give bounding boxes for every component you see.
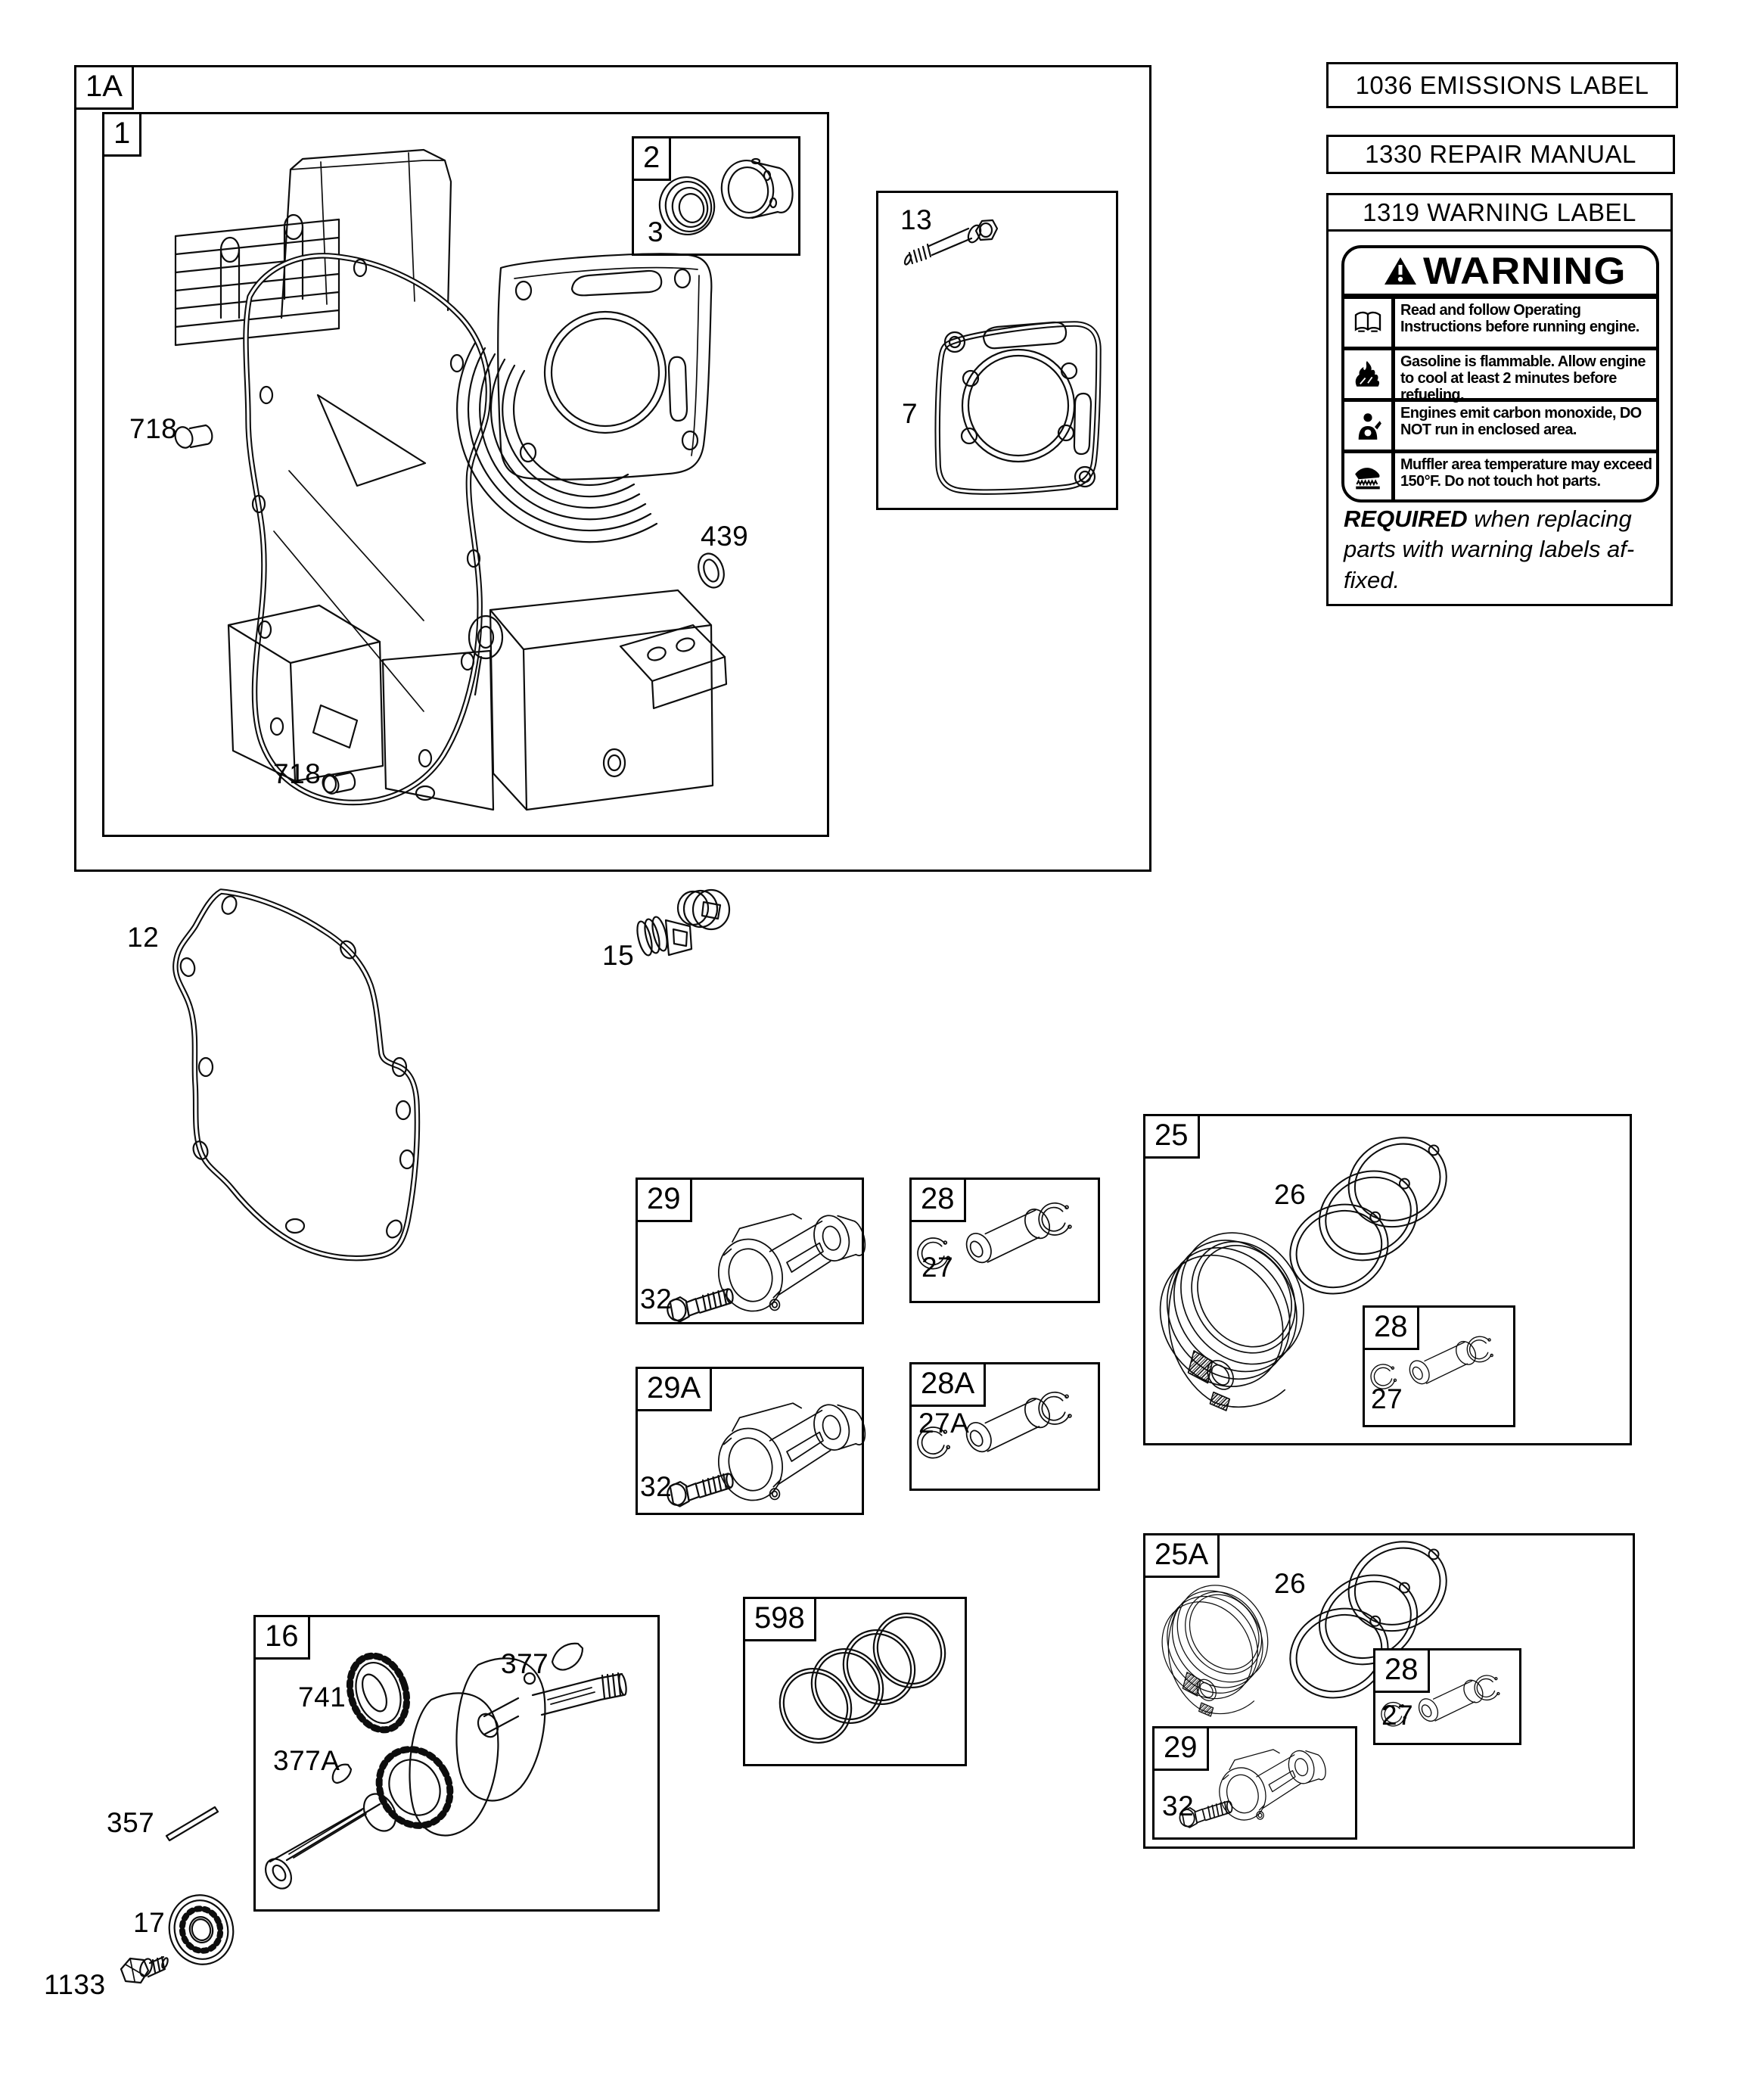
required-line-1 [1344, 504, 1661, 534]
callout-32-1: 32 [640, 1283, 673, 1314]
callout-12: 12 [127, 922, 160, 953]
callout-1133: 1133 [44, 1969, 106, 2000]
callout-17: 17 [133, 1907, 166, 1938]
panel-16-tab: 16 [253, 1615, 310, 1660]
required-rest: when replacing [1467, 506, 1632, 532]
required-lead: REQUIRED [1344, 506, 1468, 532]
repair-manual-box [1326, 135, 1675, 174]
panel-25a-28-tab: 28 [1373, 1648, 1430, 1693]
key-357-drawing [166, 1807, 218, 1840]
callout-718-a: 718 [129, 413, 178, 444]
hot-surface-icon [1344, 453, 1395, 501]
panel-25a-tab: 25A [1143, 1533, 1220, 1578]
callout-439: 439 [701, 521, 749, 552]
panel-29-tab: 29 [636, 1178, 692, 1222]
emissions-label-text: 1036 EMISSIONS LABEL [1355, 70, 1649, 99]
panel-2-tab: 2 [632, 136, 671, 181]
callout-27-3: 27 [1381, 1700, 1414, 1731]
callout-26-2: 26 [1274, 1568, 1307, 1599]
callout-26-1: 26 [1274, 1179, 1307, 1210]
flame-icon [1344, 350, 1395, 398]
warning-header [1344, 248, 1656, 299]
panel-1a-tab: 1A [74, 65, 134, 110]
warning-label-graphic [1341, 245, 1659, 502]
warning-row [1344, 299, 1656, 350]
callout-377a: 377A [273, 1745, 340, 1776]
callout-741: 741 [298, 1682, 347, 1713]
warning-label-title: 1319 WARNING LABEL [1329, 195, 1670, 232]
warning-label-box [1326, 193, 1673, 606]
panel-28 [909, 1178, 1100, 1303]
book-icon [1344, 299, 1395, 347]
callout-15: 15 [602, 940, 635, 971]
warning-header-text: WARNING [1422, 250, 1627, 292]
panel-1-tab: 1 [102, 112, 141, 157]
ball-bearing-drawing [162, 1888, 241, 1972]
warning-row [1344, 402, 1656, 453]
callout-3: 3 [648, 216, 664, 247]
callout-32-3: 32 [1162, 1790, 1195, 1822]
required-line-2: parts with warning labels af- [1344, 536, 1635, 563]
callout-377: 377 [501, 1648, 549, 1679]
panel-598-tab: 598 [743, 1597, 816, 1641]
emissions-label-box [1326, 62, 1678, 108]
bolt-1133-drawing [121, 1957, 169, 1983]
panel-29a-tab: 29A [636, 1367, 712, 1411]
callout-27-1: 27 [921, 1252, 954, 1283]
repair-manual-text: 1330 REPAIR MANUAL [1365, 140, 1636, 168]
callout-27a: 27A [918, 1408, 970, 1439]
cover-gasket-drawing [176, 891, 418, 1258]
panel-25-tab: 25 [1143, 1114, 1200, 1159]
warning-row-text: Gasoline is flammable. Allow engine to cool at least 2 minutes before refueling. [1400, 353, 1646, 403]
warning-required-note [1344, 504, 1661, 596]
warning-row [1344, 453, 1656, 501]
warning-row-text: Read and follow Operating Instructions before running engine. [1400, 302, 1639, 335]
panel-28a-tab: 28A [909, 1362, 986, 1407]
warning-row-text: Engines emit carbon monoxide, DO NOT run in enclosed area. [1400, 405, 1642, 438]
callout-7: 7 [902, 398, 918, 429]
warning-row [1344, 350, 1656, 402]
callout-718-b: 718 [273, 758, 322, 789]
panel-598 [743, 1597, 967, 1766]
panel-25-28-tab: 28 [1363, 1305, 1419, 1350]
oil-plug-drawing [635, 890, 729, 957]
warning-triangle-icon [1382, 255, 1419, 287]
panel-bolt-gasket [876, 191, 1118, 510]
warning-row-text: Muffler area temperature may exceed 150°F. Do not touch hot parts. [1400, 456, 1652, 490]
callout-13: 13 [900, 204, 933, 235]
carbon-monoxide-icon [1344, 402, 1395, 450]
panel-25a-29-tab: 29 [1152, 1726, 1209, 1771]
panel-28-tab: 28 [909, 1178, 966, 1222]
panel-25a-29 [1152, 1726, 1357, 1840]
required-line-3: fixed. [1344, 566, 1400, 593]
callout-32-2: 32 [640, 1471, 673, 1502]
callout-27-2: 27 [1371, 1383, 1403, 1414]
callout-357: 357 [107, 1807, 155, 1838]
